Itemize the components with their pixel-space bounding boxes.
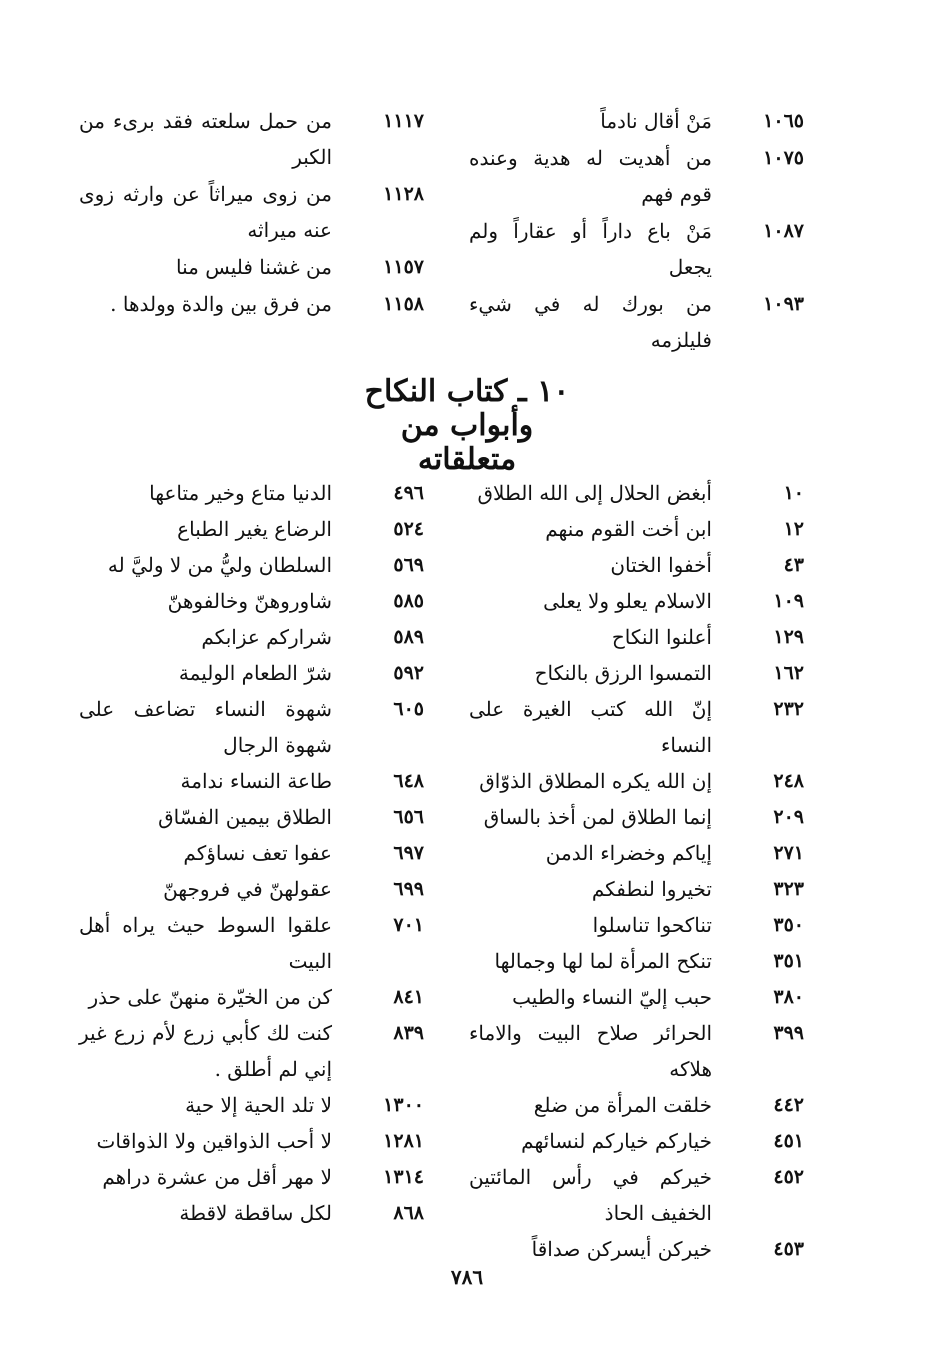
entry-text: لا مهر أقل من عشرة دراهم bbox=[102, 1165, 332, 1189]
entry-number: ٣٩٩ bbox=[773, 1022, 804, 1044]
index-entry bbox=[79, 763, 424, 799]
entry-text: أبغض الحلال إلى الله الطلاق bbox=[477, 481, 712, 505]
entry-text: الرضاع يغير الطباع bbox=[177, 517, 332, 541]
entry-text: من فرق بين والدة وولدها . bbox=[110, 292, 332, 316]
index-entry bbox=[469, 1159, 804, 1231]
index-entry bbox=[79, 799, 424, 835]
entry-text: أخفوا الختان bbox=[610, 553, 712, 577]
entry-number: ٦٠٥ bbox=[393, 698, 424, 720]
entry-text: السلطان وليُّ من لا وليَّ له bbox=[107, 553, 332, 577]
entry-number: ٣٢٣ bbox=[773, 878, 804, 900]
index-entry bbox=[79, 1195, 424, 1231]
entry-text: الطلاق بيمين الفسّاق bbox=[158, 805, 332, 829]
entry-text: الحرائر صلاح البيت والاماء هلاكه bbox=[469, 1021, 712, 1081]
entry-number: ١٠٦٥ bbox=[763, 110, 804, 132]
entry-text: شهوة النساء تضاعف على شهوة الرجال bbox=[79, 697, 332, 757]
index-entry bbox=[79, 655, 424, 691]
entry-number: ١٢٩ bbox=[773, 626, 804, 648]
index-entry bbox=[79, 1159, 424, 1195]
entry-number: ٤٥٢ bbox=[773, 1166, 804, 1188]
entry-number: ٨٤١ bbox=[393, 986, 424, 1008]
entry-number: ٢٠٩ bbox=[773, 806, 804, 828]
entry-number: ٣٥٠ bbox=[773, 914, 804, 936]
index-entry bbox=[79, 871, 424, 907]
entry-text: حبب إليّ النساء والطيب bbox=[512, 985, 712, 1009]
index-entry bbox=[469, 547, 804, 583]
entry-text: تخيروا لنطفكم bbox=[591, 877, 712, 901]
entry-text: إياكم وخضراء الدمن bbox=[545, 841, 712, 865]
entry-text: عفوا تعف نساؤكم bbox=[183, 841, 332, 865]
entry-number: ٦٩٧ bbox=[393, 842, 424, 864]
entry-text: لا أحب الذواقين ولا الذواقات bbox=[96, 1129, 332, 1153]
entry-text: التمسوا الرزق بالنكاح bbox=[534, 661, 712, 685]
index-entry bbox=[469, 511, 804, 547]
entry-number: ٥٢٤ bbox=[393, 518, 424, 540]
index-entry bbox=[469, 140, 804, 212]
entry-text: تناكحوا تناسلوا bbox=[592, 913, 712, 937]
index-entry bbox=[469, 1087, 804, 1123]
index-entry bbox=[79, 979, 424, 1015]
entry-number: ٤٩٦ bbox=[393, 482, 424, 504]
entry-text: شرّ الطعام الوليمة bbox=[178, 661, 332, 685]
index-entry bbox=[79, 176, 424, 248]
entry-number: ١٣٠٠ bbox=[383, 1094, 424, 1116]
entry-text: طاعة النساء ندامة bbox=[180, 769, 332, 793]
index-entry bbox=[469, 979, 804, 1015]
entry-text: من غشنا فليس منا bbox=[176, 255, 332, 279]
entry-text: إنما الطلاق لمن أخذ بالساق bbox=[483, 805, 712, 829]
entry-text: شاوروهنّ وخالفوهنّ bbox=[167, 589, 332, 613]
entry-number: ١٣١٤ bbox=[383, 1166, 424, 1188]
index-entry bbox=[469, 871, 804, 907]
entry-text: إنّ الله كتب الغيرة على النساء bbox=[469, 697, 712, 757]
index-entry bbox=[469, 103, 804, 139]
entry-text: من حمل سلعته فقد برىء من الكبر bbox=[79, 109, 332, 169]
index-entry bbox=[79, 547, 424, 583]
entry-text: أعلنوا النكاح bbox=[611, 625, 712, 649]
entry-number: ١١١٧ bbox=[383, 110, 424, 132]
index-entry bbox=[469, 1015, 804, 1087]
index-entry bbox=[79, 907, 424, 979]
index-entry bbox=[469, 1123, 804, 1159]
top-right-column bbox=[469, 103, 804, 359]
index-entry bbox=[469, 799, 804, 835]
entry-text: من زوى ميراثاً عن وارثه زوى عنه ميراثه bbox=[79, 182, 332, 242]
entry-text: خلقت المرأة من ضلع bbox=[533, 1093, 712, 1117]
index-entry bbox=[79, 583, 424, 619]
entry-number: ٦٩٩ bbox=[393, 878, 424, 900]
entry-number: ١١٥٧ bbox=[383, 256, 424, 278]
index-entry bbox=[469, 1231, 804, 1267]
page-number: ٧٨٦ bbox=[450, 1265, 484, 1289]
entry-number: ٥٩٢ bbox=[393, 662, 424, 684]
index-entry bbox=[469, 943, 804, 979]
entry-number: ١٢ bbox=[783, 518, 804, 540]
bottom-left-column bbox=[79, 475, 424, 1231]
entry-number: ١٦٢ bbox=[773, 662, 804, 684]
entry-number: ٢٧١ bbox=[773, 842, 804, 864]
entry-number: ٨٣٩ bbox=[393, 1022, 424, 1044]
entry-number: ١٠٩ bbox=[773, 590, 804, 612]
entry-number: ١٢٨١ bbox=[383, 1130, 424, 1152]
entry-text: تنكح المرأة لما لها وجمالها bbox=[494, 949, 712, 973]
index-entry bbox=[469, 583, 804, 619]
entry-number: ١١٥٨ bbox=[383, 293, 424, 315]
index-entry bbox=[469, 475, 804, 511]
bottom-right-column bbox=[469, 475, 804, 1267]
index-entry bbox=[469, 619, 804, 655]
entry-text: الدنيا متاع وخير متاعها bbox=[149, 481, 332, 505]
entry-text: مَنْ باع داراً أو عقاراً ولم يجعل bbox=[469, 219, 712, 279]
section-heading bbox=[0, 375, 934, 477]
entry-number: ٥٨٩ bbox=[393, 626, 424, 648]
entry-number: ٣٨٠ bbox=[773, 986, 804, 1008]
index-entry bbox=[469, 763, 804, 799]
entry-text: كن من الخيّرة منهنّ على حذر bbox=[88, 985, 332, 1009]
section-heading-line1: ١٠ ـ كتاب النكاح وأبواب من bbox=[364, 374, 570, 443]
entry-number: ٧٠١ bbox=[393, 914, 424, 936]
index-entry bbox=[79, 286, 424, 322]
entry-text: ابن أخت القوم منهم bbox=[545, 517, 712, 541]
entry-text: كنت لك كأبي زرع لأم زرع غير إني لم أطلق . bbox=[79, 1021, 332, 1081]
entry-number: ٣٥١ bbox=[773, 950, 804, 972]
entry-text: لا تلد الحية إلا حية bbox=[185, 1093, 332, 1117]
entry-number: ١١٢٨ bbox=[383, 183, 424, 205]
entry-number: ٤٥١ bbox=[773, 1130, 804, 1152]
entry-text: خيركن أيسركن صداقاً bbox=[531, 1237, 712, 1261]
entry-number: ١٠ bbox=[783, 482, 804, 504]
index-entry bbox=[469, 213, 804, 285]
index-entry bbox=[79, 475, 424, 511]
entry-text: خياركم خياركم لنسائهم bbox=[521, 1129, 712, 1153]
entry-text: لكل ساقطة لاقطة bbox=[179, 1201, 332, 1225]
entry-number: ٥٦٩ bbox=[393, 554, 424, 576]
entry-number: ٤٣ bbox=[783, 554, 804, 576]
index-entry bbox=[79, 619, 424, 655]
section-heading-line2: متعلقاته bbox=[417, 442, 517, 477]
index-entry bbox=[79, 1087, 424, 1123]
entry-number: ٢٤٨ bbox=[773, 770, 804, 792]
entry-text: خيركم في رأس المائتين الخفيف الحاذ bbox=[469, 1165, 712, 1225]
entry-text: علقوا السوط حيث يراه أهل البيت bbox=[79, 913, 332, 973]
entry-text: إن الله يكره المطلاق الذوّاق bbox=[479, 769, 712, 793]
index-entry bbox=[79, 103, 424, 175]
entry-number: ٢٣٢ bbox=[773, 698, 804, 720]
entry-number: ١٠٨٧ bbox=[763, 220, 804, 242]
entry-text: من أهديت له هدية وعنده قوم فهم bbox=[469, 146, 712, 206]
entry-number: ٦٤٨ bbox=[393, 770, 424, 792]
index-entry bbox=[469, 691, 804, 763]
top-left-column bbox=[79, 103, 424, 323]
entry-number: ١٠٧٥ bbox=[763, 147, 804, 169]
entry-text: مَنْ أقال نادماً bbox=[600, 109, 712, 133]
index-entry bbox=[79, 691, 424, 763]
index-entry bbox=[79, 511, 424, 547]
index-entry bbox=[469, 907, 804, 943]
index-entry bbox=[79, 1015, 424, 1087]
entry-number: ٥٨٥ bbox=[393, 590, 424, 612]
entry-text: عقولهنّ في فروجهنّ bbox=[163, 877, 332, 901]
entry-number: ٨٦٨ bbox=[393, 1202, 424, 1224]
entry-number: ٤٥٣ bbox=[773, 1238, 804, 1260]
index-entry bbox=[469, 655, 804, 691]
entry-number: ٤٤٢ bbox=[773, 1094, 804, 1116]
index-entry bbox=[79, 835, 424, 871]
index-entry bbox=[469, 286, 804, 358]
index-entry bbox=[79, 1123, 424, 1159]
entry-text: الاسلام يعلو ولا يعلى bbox=[543, 589, 712, 613]
entry-text: شراركم عزابكم bbox=[201, 625, 332, 649]
index-entry bbox=[79, 249, 424, 285]
entry-text: من بورك له في شيء فليلزمه bbox=[469, 292, 712, 352]
index-entry bbox=[469, 835, 804, 871]
entry-number: ١٠٩٣ bbox=[763, 293, 804, 315]
entry-number: ٦٥٦ bbox=[393, 806, 424, 828]
